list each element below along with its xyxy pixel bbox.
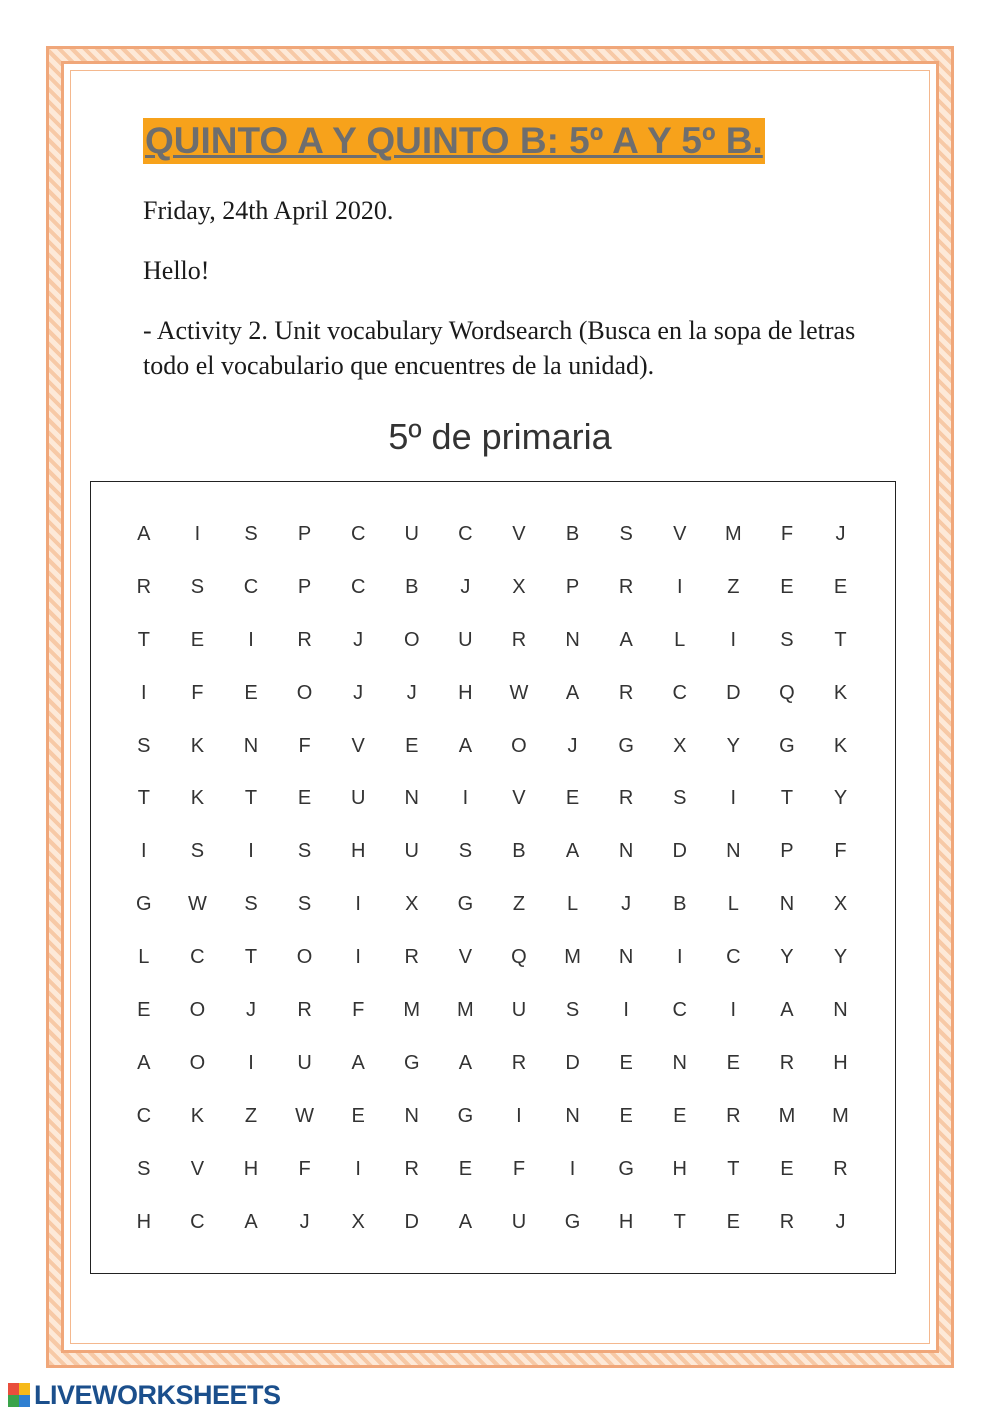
wordsearch-letter[interactable]: I bbox=[355, 946, 361, 969]
wordsearch-letter[interactable]: J bbox=[299, 1210, 310, 1233]
wordsearch-letter[interactable]: R bbox=[779, 1210, 795, 1233]
wordsearch-letter[interactable]: A bbox=[458, 1051, 473, 1074]
wordsearch-letter[interactable]: C bbox=[672, 681, 687, 704]
wordsearch-letter[interactable]: N bbox=[618, 840, 634, 863]
wordsearch-letter[interactable]: J bbox=[353, 681, 364, 704]
wordsearch-letter[interactable]: R bbox=[297, 998, 312, 1021]
wordsearch-letter[interactable]: E bbox=[833, 575, 848, 598]
wordsearch-letter[interactable]: E bbox=[780, 575, 794, 598]
wordsearch-letter[interactable]: J bbox=[835, 1210, 846, 1233]
wordsearch-letter[interactable]: U bbox=[297, 1051, 312, 1074]
wordsearch-letter[interactable]: C bbox=[350, 522, 366, 545]
wordsearch-letter[interactable]: L bbox=[138, 946, 150, 969]
wordsearch-letter[interactable]: B bbox=[405, 575, 419, 598]
wordsearch-letter[interactable]: A bbox=[565, 840, 580, 863]
wordsearch-letter[interactable]: O bbox=[296, 681, 313, 704]
wordsearch-letter[interactable]: V bbox=[512, 522, 526, 545]
wordsearch-letter[interactable]: P bbox=[297, 575, 312, 598]
wordsearch-letter[interactable]: N bbox=[243, 734, 259, 757]
wordsearch-letter[interactable]: S bbox=[673, 787, 687, 810]
wordsearch-letter[interactable]: M bbox=[778, 1104, 796, 1127]
wordsearch-letter[interactable]: T bbox=[137, 628, 150, 651]
wordsearch-letter[interactable]: D bbox=[726, 681, 741, 704]
wordsearch-letter[interactable]: F bbox=[834, 840, 847, 863]
wordsearch-letter[interactable]: F bbox=[191, 681, 204, 704]
wordsearch-letter[interactable]: E bbox=[673, 1104, 687, 1127]
page-title: QUINTO A Y QUINTO B: 5º A Y 5º B. bbox=[143, 118, 765, 164]
wordsearch-letter[interactable]: E bbox=[137, 998, 151, 1021]
date-text: Friday, 24th April 2020. bbox=[143, 196, 394, 225]
wordsearch-letter[interactable]: Q bbox=[511, 946, 527, 969]
wordsearch-letter[interactable]: N bbox=[672, 1051, 687, 1074]
wordsearch-letter[interactable]: K bbox=[190, 734, 205, 757]
wordsearch-letter[interactable]: I bbox=[730, 787, 737, 810]
wordsearch-letter[interactable]: I bbox=[355, 893, 361, 916]
wordsearch-letter[interactable]: C bbox=[243, 575, 259, 598]
wordsearch-letter[interactable]: X bbox=[833, 893, 848, 916]
wordsearch-letter[interactable]: N bbox=[618, 946, 634, 969]
wordsearch-letter[interactable]: I bbox=[248, 840, 254, 863]
wordsearch-letter[interactable]: I bbox=[730, 628, 737, 651]
wordsearch-letter[interactable]: O bbox=[403, 628, 420, 651]
wordsearch-letter[interactable]: A bbox=[458, 734, 473, 757]
wordsearch-letter[interactable]: N bbox=[726, 840, 741, 863]
wordsearch-letter[interactable]: O bbox=[296, 946, 313, 969]
wordsearch-letter[interactable]: Z bbox=[727, 575, 740, 598]
wordsearch-letter[interactable]: A bbox=[244, 1210, 258, 1233]
wordsearch-letter[interactable]: M bbox=[564, 946, 581, 969]
wordsearch-letter[interactable]: X bbox=[673, 734, 687, 757]
wordsearch-letter[interactable]: R bbox=[511, 628, 527, 651]
wordsearch-letter[interactable]: D bbox=[565, 1051, 580, 1074]
wordsearch-letter[interactable]: G bbox=[403, 1051, 420, 1074]
wordsearch-letter[interactable]: H bbox=[136, 1210, 152, 1233]
wordsearch-letter[interactable]: G bbox=[457, 893, 474, 916]
wordsearch-letter[interactable]: G bbox=[618, 1157, 634, 1180]
wordsearch-letter[interactable]: A bbox=[137, 522, 151, 545]
wordsearch-letter[interactable]: V bbox=[351, 734, 365, 757]
wordsearch-letter[interactable]: E bbox=[565, 787, 580, 810]
wordsearch-letter[interactable]: U bbox=[404, 522, 419, 545]
wordsearch-letter[interactable]: F bbox=[352, 998, 365, 1021]
wordsearch-letter[interactable]: L bbox=[674, 628, 686, 651]
wordsearch-title: 5º de primaria bbox=[388, 416, 612, 457]
wordsearch-letter[interactable]: R bbox=[511, 1051, 527, 1074]
wordsearch-letter[interactable]: S bbox=[137, 734, 151, 757]
wordsearch-letter[interactable]: C bbox=[136, 1104, 152, 1127]
wordsearch-letter[interactable]: Z bbox=[512, 893, 526, 916]
wordsearch-letter[interactable]: J bbox=[835, 522, 846, 545]
wordsearch-letter[interactable]: U bbox=[511, 998, 527, 1021]
wordsearch-letter[interactable]: I bbox=[730, 998, 737, 1021]
wordsearch-letter[interactable]: U bbox=[404, 840, 419, 863]
wordsearch-letter[interactable]: T bbox=[137, 787, 150, 810]
wordsearch-letter[interactable]: R bbox=[297, 628, 312, 651]
wordsearch-letter[interactable]: I bbox=[516, 1104, 522, 1127]
wordsearch-letter[interactable]: I bbox=[355, 1157, 361, 1180]
wordsearch-letter[interactable]: K bbox=[833, 681, 848, 704]
wordsearch-letter[interactable]: D bbox=[672, 840, 687, 863]
wordsearch-letter[interactable]: E bbox=[190, 628, 205, 651]
wordsearch-letter[interactable]: A bbox=[137, 1051, 151, 1074]
wordsearch-letter[interactable]: Z bbox=[244, 1104, 258, 1127]
wordsearch-letter[interactable]: S bbox=[137, 1157, 151, 1180]
wordsearch-letter[interactable]: S bbox=[190, 840, 205, 863]
wordsearch-letter[interactable]: E bbox=[619, 1104, 633, 1127]
wordsearch-letter[interactable]: G bbox=[564, 1210, 581, 1233]
wordsearch-letter[interactable]: G bbox=[779, 734, 795, 757]
wordsearch-letter[interactable]: S bbox=[458, 840, 473, 863]
wordsearch-letter[interactable]: O bbox=[189, 998, 206, 1021]
wordsearch-letter[interactable]: B bbox=[565, 522, 580, 545]
wordsearch-letter[interactable]: E bbox=[351, 1104, 365, 1127]
wordsearch-letter[interactable]: H bbox=[833, 1051, 848, 1074]
wordsearch-letter[interactable]: B bbox=[673, 893, 687, 916]
wordsearch-letter[interactable]: F bbox=[298, 734, 311, 757]
wordsearch-letter[interactable]: J bbox=[245, 998, 256, 1021]
wordsearch-letter[interactable]: E bbox=[726, 1210, 740, 1233]
wordsearch-letter[interactable]: I bbox=[623, 998, 629, 1021]
wordsearch-letter[interactable]: X bbox=[512, 575, 526, 598]
wordsearch-grid bbox=[117, 508, 867, 1248]
wordsearch-letter[interactable]: C bbox=[190, 946, 205, 969]
greeting-text: Hello! bbox=[143, 256, 210, 285]
wordsearch-letter[interactable]: S bbox=[780, 628, 794, 651]
wordsearch-letter[interactable]: T bbox=[834, 628, 847, 651]
wordsearch-letter[interactable]: A bbox=[619, 628, 633, 651]
wordsearch-letter[interactable]: I bbox=[248, 628, 254, 651]
wordsearch-letter[interactable]: W bbox=[295, 1104, 315, 1127]
wordsearch-letter[interactable]: N bbox=[404, 787, 419, 810]
wordsearch-letter[interactable]: S bbox=[565, 998, 580, 1021]
wordsearch-letter[interactable]: I bbox=[141, 681, 147, 704]
wordsearch-letter[interactable]: R bbox=[726, 1104, 741, 1127]
wordsearch-letter[interactable]: Y bbox=[780, 946, 794, 969]
wordsearch-letter[interactable]: C bbox=[458, 522, 473, 545]
wordsearch-letter[interactable]: F bbox=[298, 1157, 311, 1180]
wordsearch-letter[interactable]: J bbox=[460, 575, 471, 598]
wordsearch-letter[interactable]: S bbox=[297, 840, 312, 863]
wordsearch-box bbox=[90, 481, 896, 1274]
wordsearch-letter[interactable]: Y bbox=[833, 787, 848, 810]
wordsearch-letter[interactable]: R bbox=[618, 787, 634, 810]
wordsearch-letter[interactable]: R bbox=[404, 946, 419, 969]
liveworksheets-logo-icon bbox=[8, 1383, 30, 1407]
wordsearch-letter[interactable]: Q bbox=[779, 681, 795, 704]
wordsearch-letter[interactable]: L bbox=[727, 893, 739, 916]
wordsearch-letter[interactable]: C bbox=[672, 998, 687, 1021]
wordsearch-letter[interactable]: H bbox=[458, 681, 473, 704]
wordsearch-letter[interactable]: R bbox=[618, 575, 634, 598]
wordsearch-letter[interactable]: E bbox=[297, 787, 312, 810]
wordsearch-letter[interactable]: N bbox=[565, 628, 580, 651]
wordsearch-letter[interactable]: N bbox=[404, 1104, 419, 1127]
wordsearch-letter[interactable]: E bbox=[780, 1157, 794, 1180]
wordsearch-letter[interactable]: L bbox=[566, 893, 579, 916]
wordsearch-letter[interactable]: E bbox=[244, 681, 258, 704]
wordsearch-letter[interactable]: A bbox=[351, 1051, 365, 1074]
wordsearch-letter[interactable]: S bbox=[619, 522, 633, 545]
footer bbox=[8, 1380, 281, 1410]
wordsearch-letter[interactable]: B bbox=[512, 840, 526, 863]
wordsearch-letter[interactable]: X bbox=[405, 893, 419, 916]
wordsearch-letter[interactable]: P bbox=[297, 522, 312, 545]
wordsearch-letter[interactable]: V bbox=[673, 522, 687, 545]
wordsearch-letter[interactable]: I bbox=[676, 946, 683, 969]
wordsearch-letter[interactable]: D bbox=[404, 1210, 419, 1233]
wordsearch-letter[interactable]: T bbox=[244, 946, 258, 969]
wordsearch-letter[interactable]: U bbox=[458, 628, 473, 651]
wordsearch-letter[interactable]: T bbox=[673, 1210, 686, 1233]
wordsearch-letter[interactable]: M bbox=[457, 998, 474, 1021]
wordsearch-letter[interactable]: T bbox=[780, 787, 794, 810]
wordsearch-letter[interactable]: J bbox=[621, 893, 632, 916]
wordsearch-letter[interactable]: U bbox=[511, 1210, 527, 1233]
wordsearch-letter[interactable]: G bbox=[136, 893, 152, 916]
wordsearch-letter[interactable]: T bbox=[244, 787, 258, 810]
wordsearch-letter[interactable]: J bbox=[353, 628, 364, 651]
wordsearch-letter[interactable]: O bbox=[189, 1051, 206, 1074]
wordsearch-letter[interactable]: W bbox=[509, 681, 529, 704]
wordsearch-letter[interactable]: E bbox=[405, 734, 419, 757]
wordsearch-letter[interactable]: J bbox=[406, 681, 417, 704]
wordsearch-letter[interactable]: N bbox=[565, 1104, 580, 1127]
wordsearch-letter[interactable]: H bbox=[243, 1157, 259, 1180]
wordsearch-letter[interactable]: S bbox=[244, 893, 258, 916]
wordsearch-letter[interactable]: V bbox=[512, 787, 526, 810]
wordsearch-letter[interactable]: N bbox=[779, 893, 795, 916]
wordsearch-letter[interactable]: X bbox=[351, 1210, 365, 1233]
wordsearch-letter[interactable]: R bbox=[404, 1157, 419, 1180]
wordsearch-letter[interactable]: I bbox=[569, 1157, 576, 1180]
wordsearch-letter[interactable]: O bbox=[511, 734, 527, 757]
wordsearch-letter[interactable]: K bbox=[190, 787, 205, 810]
wordsearch-letter[interactable]: C bbox=[350, 575, 366, 598]
wordsearch-letter[interactable]: U bbox=[350, 787, 366, 810]
wordsearch-letter[interactable]: N bbox=[833, 998, 848, 1021]
activity-instructions: - Activity 2. Unit vocabulary Wordsearch (Busca en la sopa de letras todo el vocabulario que encuentres de la unidad). bbox=[143, 316, 856, 380]
wordsearch-letter[interactable]: T bbox=[727, 1157, 740, 1180]
wordsearch-letter[interactable]: Y bbox=[726, 734, 740, 757]
brand-name: LIVEWORKSHEETS bbox=[34, 1379, 281, 1410]
wordsearch-letter[interactable]: W bbox=[187, 893, 207, 916]
wordsearch-letter[interactable]: R bbox=[618, 681, 634, 704]
wordsearch-letter[interactable]: E bbox=[619, 1051, 633, 1074]
wordsearch-letter[interactable]: P bbox=[565, 575, 580, 598]
wordsearch-letter[interactable]: E bbox=[458, 1157, 473, 1180]
wordsearch-letter[interactable]: S bbox=[190, 575, 205, 598]
wordsearch-letter[interactable]: H bbox=[672, 1157, 687, 1180]
wordsearch-letter[interactable]: R bbox=[833, 1157, 848, 1180]
wordsearch-letter[interactable]: H bbox=[618, 1210, 634, 1233]
wordsearch-letter[interactable]: M bbox=[403, 998, 421, 1021]
wordsearch-letter[interactable]: K bbox=[833, 734, 848, 757]
wordsearch-letter[interactable]: J bbox=[567, 734, 578, 757]
wordsearch-letter[interactable]: S bbox=[297, 893, 312, 916]
wordsearch-letter[interactable]: V bbox=[190, 1157, 205, 1180]
wordsearch-letter[interactable]: S bbox=[244, 522, 258, 545]
wordsearch-letter[interactable]: V bbox=[458, 946, 473, 969]
wordsearch-letter[interactable]: R bbox=[136, 575, 152, 598]
wordsearch-letter[interactable]: C bbox=[726, 946, 741, 969]
wordsearch-letter[interactable]: A bbox=[780, 998, 794, 1021]
wordsearch-letter[interactable]: C bbox=[190, 1210, 205, 1233]
wordsearch-letter[interactable]: Y bbox=[833, 946, 848, 969]
wordsearch-letter[interactable]: M bbox=[724, 522, 742, 545]
wordsearch-letter[interactable]: H bbox=[350, 840, 366, 863]
wordsearch-letter[interactable]: R bbox=[779, 1051, 795, 1074]
wordsearch-letter[interactable]: F bbox=[780, 522, 794, 545]
wordsearch-letter[interactable]: I bbox=[141, 840, 147, 863]
wordsearch-letter[interactable]: E bbox=[726, 1051, 740, 1074]
wordsearch-letter[interactable]: A bbox=[458, 1210, 473, 1233]
wordsearch-letter[interactable]: G bbox=[457, 1104, 474, 1127]
wordsearch-letter[interactable]: A bbox=[565, 681, 580, 704]
wordsearch-letter[interactable]: I bbox=[676, 575, 683, 598]
wordsearch-letter[interactable]: K bbox=[190, 1104, 205, 1127]
wordsearch-letter[interactable]: G bbox=[618, 734, 634, 757]
wordsearch-letter[interactable]: I bbox=[462, 787, 469, 810]
wordsearch-letter[interactable]: I bbox=[248, 1051, 254, 1074]
wordsearch-letter[interactable]: P bbox=[780, 840, 794, 863]
wordsearch-letter[interactable]: M bbox=[832, 1104, 849, 1127]
wordsearch-letter[interactable]: I bbox=[194, 522, 201, 545]
wordsearch-letter[interactable]: F bbox=[512, 1157, 526, 1180]
